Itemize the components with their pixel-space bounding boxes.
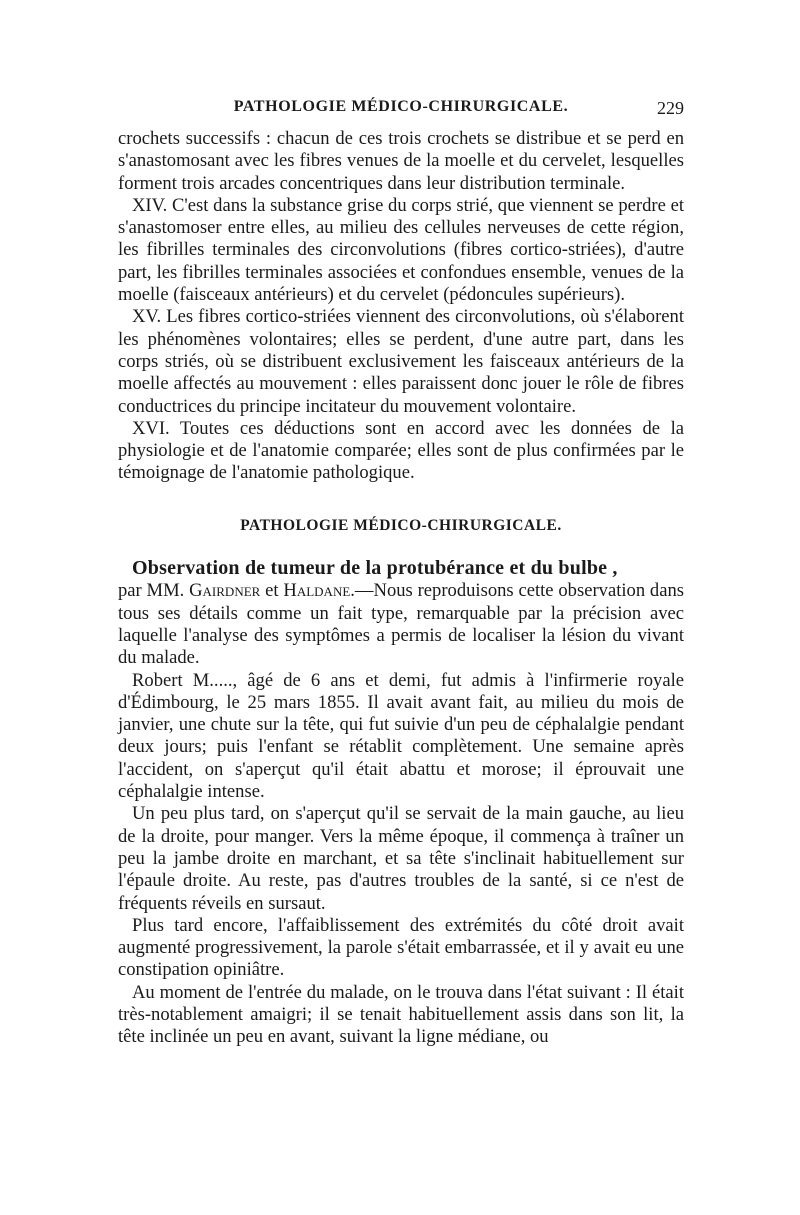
observation-title: Observation de tumeur de la protubérance et du bulbe , (132, 557, 618, 580)
paragraph-xv: XV. Les fibres cortico-striées viennent des circonvolutions, où s'élaborent les phénomènes volontaires; elles se perdent, d'une autre part, dans les corps striés, où se distribuent exclusivement les faisceaux antérieurs de la moelle affectés au mouvement : elles paraissent donc jouer le rôle de fibres conductrices du principe incitateur du mouvement volontaire. (118, 306, 684, 417)
page-number: 229 (657, 98, 684, 118)
author-gairdner: Gairdner (189, 580, 261, 602)
paragraph-au-moment: Au moment de l'entrée du malade, on le trouva dans l'état suivant : Il était très-notablement amaigri; il se tenait habituellement assis dans son lit, la tête inclinée un peu en avant, suivant la ligne médiane, ou (118, 981, 684, 1048)
running-title: PATHOLOGIE MÉDICO-CHIRURGICALE. (233, 98, 569, 115)
paragraph-plus-tard: Un peu plus tard, on s'aperçut qu'il se servait de la main gauche, au lieu de la droite, pour manger. Vers la même époque, il commença à traîner un peu la jambe droite en marchant, et sa tête s'inclinait habituellement sur l'épaule droite. Au reste, pas d'autres troubles de la santé, si ce n'est de fréquents réveils en sursaut. (118, 803, 684, 914)
main-text (118, 128, 684, 1049)
paragraph-plus-tard-encore: Plus tard encore, l'affaiblissement des extrémités du côté droit avait augmenté progressivement, la parole s'était embarrassée, et il y avait eu une constipation opiniâtre. (118, 914, 684, 981)
observation-intro (118, 557, 684, 669)
observation-et: et (265, 580, 279, 602)
running-head (118, 98, 684, 122)
paragraph-continuation: crochets successifs : chacun de ces trois crochets se distribue et se perd en s'anastomosant avec les fibres venues de la moelle et du cervelet, lesquelles forment trois arcades concentriques dans leur distribution terminale. (118, 128, 684, 194)
paragraph-robert: Robert M....., âgé de 6 ans et demi, fut admis à l'infirmerie royale d'Édimbourg, le 25 mars 1855. Il avait avant fait, au milieu du mois de janvier, une chute sur la tête, qui fut suivie d'un peu de céphalalgie pendant deux jours; puis l'enfant se rétablit complètement. Une semaine après l'accident, on s'aperçut qu'il était abattu et morose; il éprouvait une céphalalgie intense. (118, 669, 684, 803)
paragraph-xiv: XIV. C'est dans la substance grise du corps strié, que viennent se perdre et s'anastomoser entre elles, au milieu des cellules nerveuses de cette région, les fibrilles terminales des circonvolutions (fibres cortico-striées), d'autre part, les fibrilles terminales associées et confondues ensemble, venues de la moelle (faisceaux antérieurs) et du cervelet (pédoncules supérieurs). (118, 194, 684, 306)
author-haldane: Haldane (283, 580, 351, 602)
observation-par: par MM. (118, 580, 185, 602)
paragraph-xvi: XVI. Toutes ces déductions sont en accord avec les données de la physiologie et de l'anatomie comparée; elles sont de plus confirmées par le témoignage de l'anatomie pathologique. (118, 417, 684, 484)
observation-intro-text: .—Nous reproduisons cette observation dans tous ses détails comme un fait type, remarquable par la précision avec laquelle l'analyse des symptômes a permis de localiser la lésion du vivant du malade. (118, 580, 685, 669)
section-title: PATHOLOGIE MÉDICO-CHIRURGICALE. (240, 516, 562, 534)
